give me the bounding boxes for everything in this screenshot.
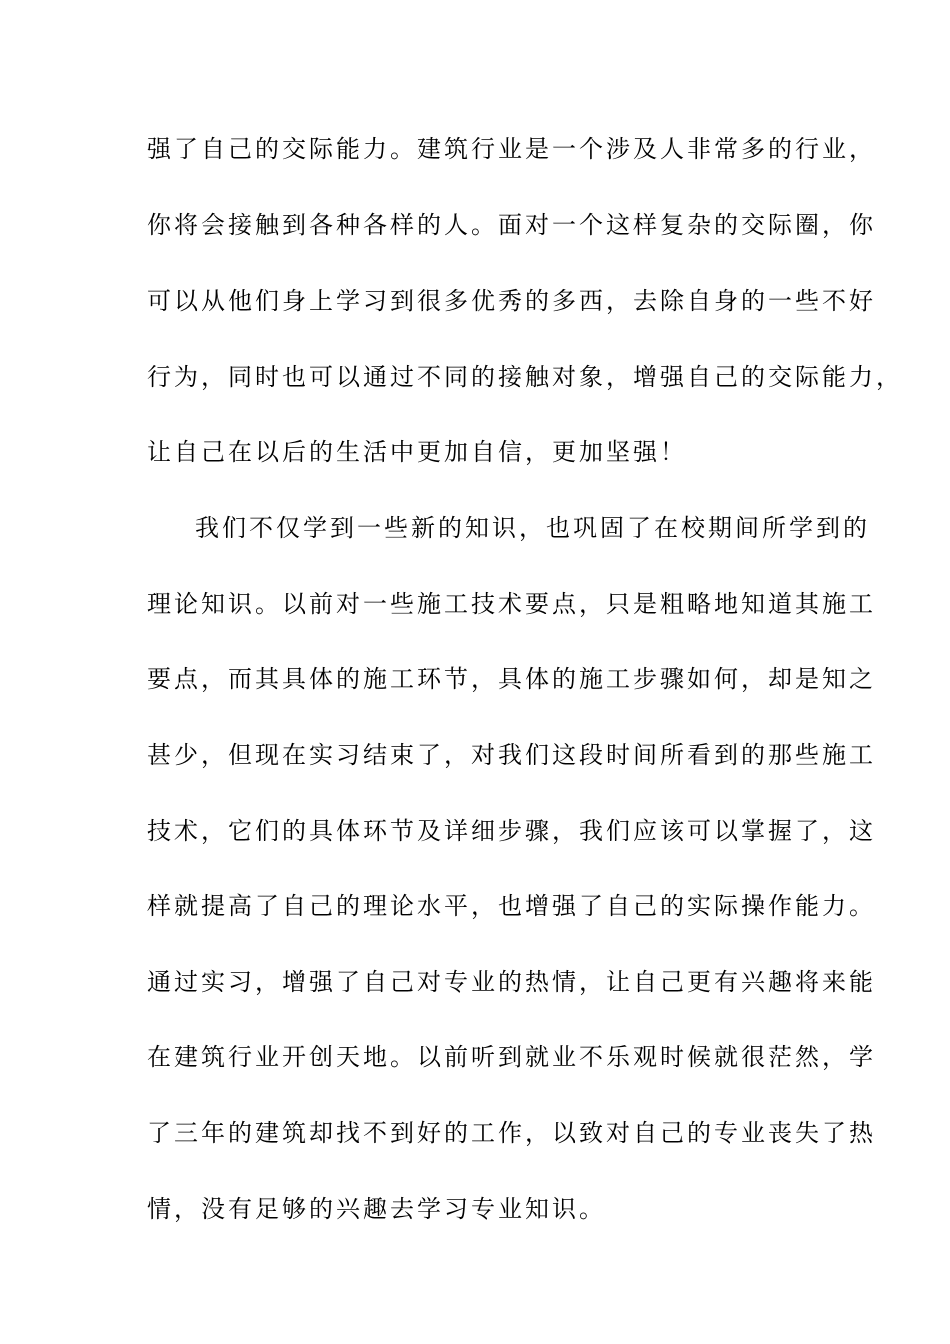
- paragraph-2-line-3: 要点，而其具体的施工环节，具体的施工步骤如何，却是知之: [147, 665, 876, 693]
- paragraph-2-line-10: 情，没有足够的兴趣去学习专业知识。: [147, 1195, 606, 1223]
- paragraph-2-line-6: 样就提高了自己的理论水平，也增强了自己的实际操作能力。: [147, 892, 876, 920]
- paragraph-1-line-2: 你将会接触到各种各样的人。面对一个这样复杂的交际圈，你: [147, 211, 876, 239]
- paragraph-2-line-7: 通过实习，增强了自己对专业的热情，让自己更有兴趣将来能: [147, 968, 876, 996]
- paragraph-2-line-5: 技术，它们的具体环节及详细步骤，我们应该可以掌握了，这: [147, 817, 876, 845]
- paragraph-2-line-9: 了三年的建筑却找不到好的工作，以致对自己的专业丧失了热: [147, 1119, 876, 1147]
- paragraph-2-line-1: 我们不仅学到一些新的知识，也巩固了在校期间所学到的: [195, 514, 870, 542]
- paragraph-1-line-1: 强了自己的交际能力。建筑行业是一个涉及人非常多的行业，: [147, 135, 876, 163]
- paragraph-1-line-4: 行为，同时也可以通过不同的接触对象，增强自己的交际能力，: [147, 363, 903, 391]
- paragraph-2-line-2: 理论知识。以前对一些施工技术要点，只是粗略地知道其施工: [147, 590, 876, 618]
- paragraph-1-line-5: 让自己在以后的生活中更加自信，更加坚强！: [147, 438, 687, 466]
- paragraph-2-line-4: 甚少，但现在实习结束了，对我们这段时间所看到的那些施工: [147, 741, 876, 769]
- paragraph-1-line-3: 可以从他们身上学习到很多优秀的多西，去除自身的一些不好: [147, 287, 876, 315]
- paragraph-2-line-8: 在建筑行业开创天地。以前听到就业不乐观时候就很茫然，学: [147, 1043, 876, 1071]
